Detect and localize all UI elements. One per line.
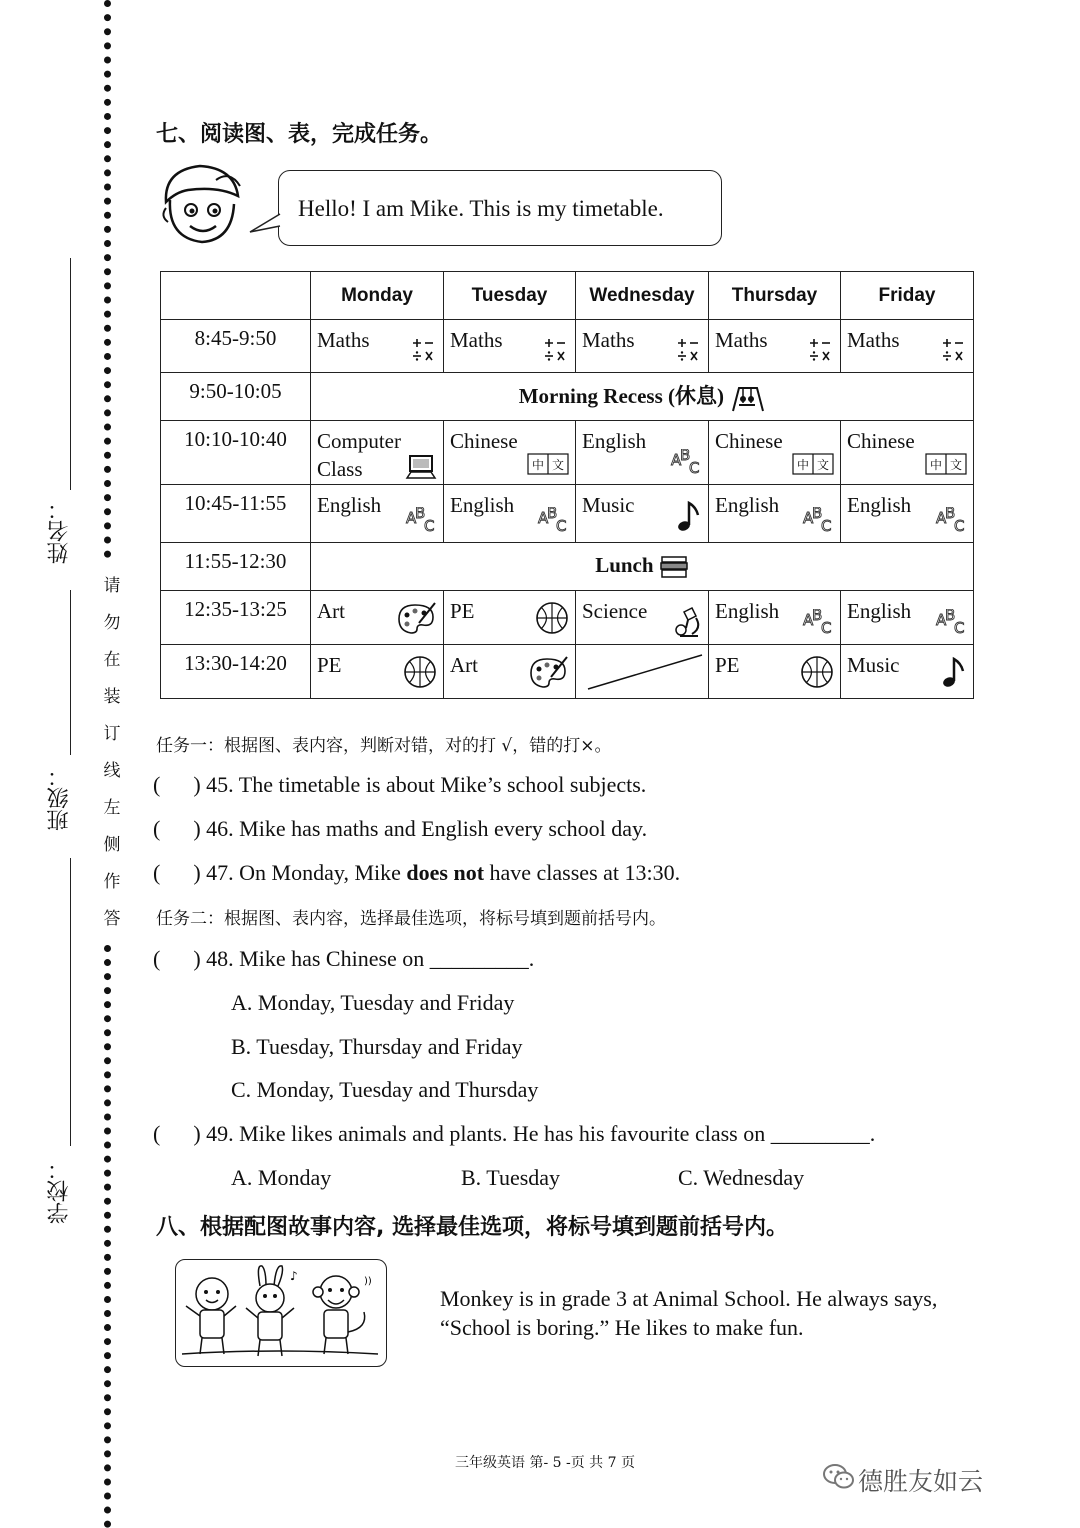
abc-icon: [537, 507, 569, 538]
subject-cell: Music: [576, 485, 709, 543]
empty-slash: [576, 645, 708, 699]
table-row: [161, 421, 974, 485]
computer-icon: [405, 454, 437, 480]
subject-cell: PE: [444, 591, 576, 645]
paint-palette-icon: [527, 655, 569, 694]
time-cell: 9:50-10:05: [161, 373, 311, 421]
microscope-icon: [672, 606, 702, 640]
music-note-icon: [676, 499, 702, 538]
subject-cell: Maths: [444, 320, 576, 373]
svg-text:C: C: [689, 459, 700, 475]
question-48-option-a: A. Monday, Tuesday and Friday: [231, 990, 515, 1015]
question-48-option-b: B. Tuesday, Thursday and Friday: [231, 1034, 523, 1059]
subject-cell: Science: [576, 591, 709, 645]
name-underline: [70, 258, 71, 490]
school-label: 学校：: [47, 1158, 72, 1224]
table-row: [161, 645, 974, 699]
abc-icon: [935, 609, 967, 640]
time-cell: 8:45-9:50: [161, 320, 311, 373]
header-day: Monday: [311, 272, 444, 320]
abc-icon: [802, 507, 834, 538]
math-symbols-icon: [409, 337, 437, 368]
subject-cell: PE: [709, 645, 841, 699]
ball-icon: [800, 655, 834, 694]
svg-text:C: C: [821, 517, 832, 533]
svg-text:C: C: [954, 619, 965, 635]
subject-cell: English A B C: [311, 485, 444, 543]
speech-bubble-tail: [248, 212, 282, 238]
paint-palette-icon: [395, 601, 437, 640]
subject-cell: PE: [311, 645, 444, 699]
svg-text:A: A: [936, 509, 947, 527]
subject-cell: Maths: [841, 320, 974, 373]
subject-cell: Chinese 中 文: [709, 421, 841, 485]
binding-warning: 请 勿 在 装 订 线 左 侧 作 答: [103, 576, 121, 929]
subject-cell: Maths: [311, 320, 444, 373]
table-row: [161, 272, 974, 320]
time-cell: 10:10-10:40: [161, 421, 311, 485]
story-text: Monkey is in grade 3 at Animal School. He always says, “School is boring.” He likes to make fun.: [440, 1286, 938, 1340]
math-symbols-icon: [674, 337, 702, 368]
question-49-option-c: C. Wednesday: [678, 1165, 805, 1190]
svg-text:B: B: [945, 507, 956, 522]
abc-icon: [670, 449, 702, 480]
abc-icon: [405, 507, 437, 538]
task-1-title: 任务一：根据图、表内容，判断对错，对的打 √，错的打×。: [156, 736, 612, 756]
class-label: 班级：: [47, 765, 72, 831]
abc-icon: [935, 507, 967, 538]
ball-icon: [403, 655, 437, 694]
svg-text:A: A: [406, 509, 417, 527]
chinese-characters-icon: [792, 453, 834, 480]
header-day: Friday: [841, 272, 974, 320]
svg-text:A: A: [803, 611, 814, 629]
wechat-icon: [822, 1462, 856, 1492]
section-8-title: 八、根据配图故事内容, 选择最佳选项，将标号填到题前括号内。: [156, 1215, 789, 1240]
lunch-cell: [311, 543, 974, 591]
question-46: ( ) 46. Mike has maths and English every school day.: [153, 816, 648, 841]
subject-cell: English A B C: [841, 591, 974, 645]
svg-text:A: A: [538, 509, 549, 527]
subject-cell: Music: [841, 645, 974, 699]
lunchbox-icon: [659, 554, 689, 580]
table-row: [161, 591, 974, 645]
table-row: [161, 485, 974, 543]
svg-text:文: 文: [817, 458, 830, 472]
subject-cell: Art: [311, 591, 444, 645]
math-symbols-icon: [939, 337, 967, 368]
time-cell: 12:35-13:25: [161, 591, 311, 645]
subject-cell: English A B C: [709, 485, 841, 543]
section-7-title: 七、阅读图、表，完成任务。: [156, 122, 443, 147]
question-49-option-a: A. Monday: [231, 1165, 332, 1190]
svg-text:中: 中: [532, 458, 545, 472]
question-49: ( ) 49. Mike likes animals and plants. He has his favourite class on _________.: [153, 1121, 876, 1146]
chinese-characters-icon: [527, 453, 569, 480]
subject-cell: Maths: [576, 320, 709, 373]
svg-text:B: B: [812, 609, 823, 624]
lunch-label: Lunch: [595, 552, 654, 577]
question-49-option-b: B. Tuesday: [461, 1165, 561, 1190]
speech-text: Hello! I am Mike. This is my timetable.: [298, 196, 664, 221]
binding-dotted-line-top: [104, 0, 118, 558]
question-47: ( ) 47. On Monday, Mike does not have classes at 13:30.: [153, 860, 681, 885]
empty-cell: [576, 645, 709, 699]
class-underline: [70, 590, 71, 755]
subject-cell: English A B C: [841, 485, 974, 543]
svg-text:中: 中: [797, 458, 810, 472]
abc-icon: [802, 609, 834, 640]
task-2-title: 任务二：根据图、表内容，选择最佳选项，将标号填到题前括号内。: [156, 909, 666, 929]
subject-cell: Maths: [709, 320, 841, 373]
table-row: [161, 320, 974, 373]
subject-cell: Computer Class: [311, 421, 444, 485]
svg-text:B: B: [415, 507, 426, 522]
ball-icon: [535, 601, 569, 640]
question-48: ( ) 48. Mike has Chinese on _________.: [153, 946, 535, 971]
question-45: ( ) 45. The timetable is about Mike’s school subjects.: [153, 772, 647, 797]
music-note-icon: [941, 655, 967, 694]
math-symbols-icon: [806, 337, 834, 368]
svg-text:♪: ♪: [290, 1269, 298, 1283]
recess-label: Morning Recess (休息): [518, 384, 725, 409]
svg-text:B: B: [945, 609, 956, 624]
animal-students-illustration: [178, 1262, 383, 1362]
svg-text:文: 文: [950, 458, 963, 472]
page-footer: 三年级英语 第- 5 -页 共 7 页: [455, 1455, 635, 1471]
header-corner: [161, 272, 311, 320]
playground-icon: [729, 385, 765, 413]
header-day: Wednesday: [576, 272, 709, 320]
mike-face-icon: [158, 160, 244, 246]
school-underline: [70, 858, 71, 1146]
watermark: 德胜友如云: [858, 1467, 984, 1496]
math-symbols-icon: [541, 337, 569, 368]
header-day: Thursday: [709, 272, 841, 320]
svg-text:B: B: [812, 507, 823, 522]
timetable: [160, 271, 974, 699]
name-label: 姓名：: [47, 498, 72, 564]
subject-cell: English A B C: [444, 485, 576, 543]
subject-cell: English A B C: [576, 421, 709, 485]
question-48-option-c: C. Monday, Tuesday and Thursday: [231, 1077, 539, 1102]
time-cell: 13:30-14:20: [161, 645, 311, 699]
table-row: [161, 543, 974, 591]
subject-cell: Art: [444, 645, 576, 699]
svg-text:C: C: [424, 517, 435, 533]
svg-text:)): )): [364, 1276, 372, 1287]
recess-cell: [311, 373, 974, 421]
subject-cell: English A B C: [709, 591, 841, 645]
svg-text:A: A: [671, 451, 682, 469]
table-row: [161, 373, 974, 421]
time-cell: 10:45-11:55: [161, 485, 311, 543]
svg-text:文: 文: [552, 458, 565, 472]
svg-text:B: B: [547, 507, 558, 522]
subject-cell: Chinese 中 文: [444, 421, 576, 485]
binding-dotted-line-bottom: [104, 945, 118, 1528]
subject-cell: Chinese 中 文: [841, 421, 974, 485]
header-day: Tuesday: [444, 272, 576, 320]
svg-text:B: B: [680, 449, 691, 464]
svg-text:C: C: [821, 619, 832, 635]
svg-text:中: 中: [930, 458, 943, 472]
svg-text:A: A: [936, 611, 947, 629]
svg-text:A: A: [803, 509, 814, 527]
svg-text:C: C: [954, 517, 965, 533]
chinese-characters-icon: [925, 453, 967, 480]
time-cell: 11:55-12:30: [161, 543, 311, 591]
svg-text:C: C: [556, 517, 567, 533]
